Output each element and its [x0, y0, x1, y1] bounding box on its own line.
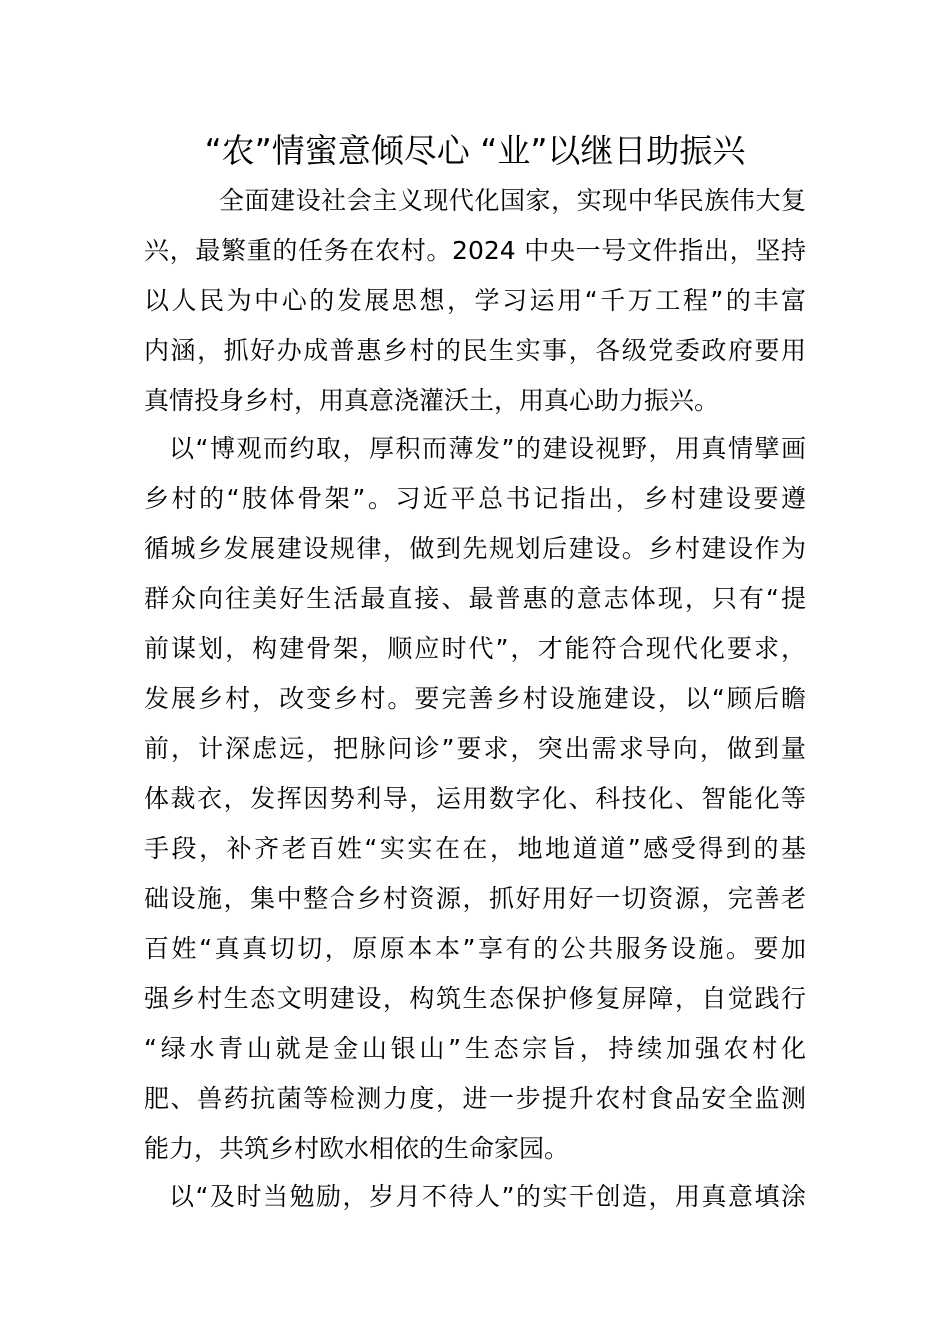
- text-line: 手段，补齐老百姓“实实在在，地地道道”感受得到的基: [144, 834, 806, 863]
- document-title: “农”情蜜意倾尽心 “业”以继日助振兴: [204, 131, 746, 170]
- text-line: 真情投身乡村，用真意浇灌沃土，用真心助力振兴。: [144, 386, 720, 415]
- text-line: 前，计深虑远，把脉问诊”要求，突出需求导向，做到量: [144, 734, 806, 763]
- text-line: 百姓“真真切切，原原本本”享有的公共服务设施。要加: [144, 934, 806, 963]
- text-line: 以“博观而约取，厚积而薄发”的建设视野，用真情擘画: [169, 434, 806, 463]
- text-line: 体裁衣，发挥因势利导，运用数字化、科技化、智能化等: [144, 784, 806, 813]
- text-line: 乡村的“肢体骨架”。习近平总书记指出，乡村建设要遵: [144, 484, 806, 513]
- text-line: 全面建设社会主义现代化国家，实现中华民族伟大复: [219, 186, 806, 215]
- text-line: “绿水青山就是金山银山”生态宗旨，持续加强农村化: [144, 1034, 806, 1063]
- text-line: 群众向往美好生活最直接、最普惠的意志体现，只有“提: [144, 584, 806, 613]
- text-line: 能力，共筑乡村欧水相依的生命家园。: [144, 1134, 570, 1163]
- text-line: 兴，最繁重的任务在农村。2024 中央一号文件指出，坚持: [144, 236, 806, 265]
- text-line: 础设施，集中整合乡村资源，抓好用好一切资源，完善老: [144, 884, 806, 913]
- text-line: 以人民为中心的发展思想，学习运用“千万工程”的丰富: [144, 286, 806, 315]
- text-line: 内涵，抓好办成普惠乡村的民生实事，各级党委政府要用: [144, 336, 806, 365]
- text-line: 发展乡村，改变乡村。要完善乡村设施建设，以“顾后瞻: [144, 684, 806, 713]
- text-line: 前谋划，构建骨架，顺应时代”，才能符合现代化要求，: [144, 634, 806, 663]
- text-line: 肥、兽药抗菌等检测力度，进一步提升农村食品安全监测: [144, 1084, 806, 1113]
- text-line: 强乡村生态文明建设，构筑生态保护修复屏障，自觉践行: [144, 984, 806, 1013]
- text-line: 循城乡发展建设规律，做到先规划后建设。乡村建设作为: [144, 534, 806, 563]
- text-line: 以“及时当勉励，岁月不待人”的实干创造，用真意填涂: [169, 1182, 806, 1211]
